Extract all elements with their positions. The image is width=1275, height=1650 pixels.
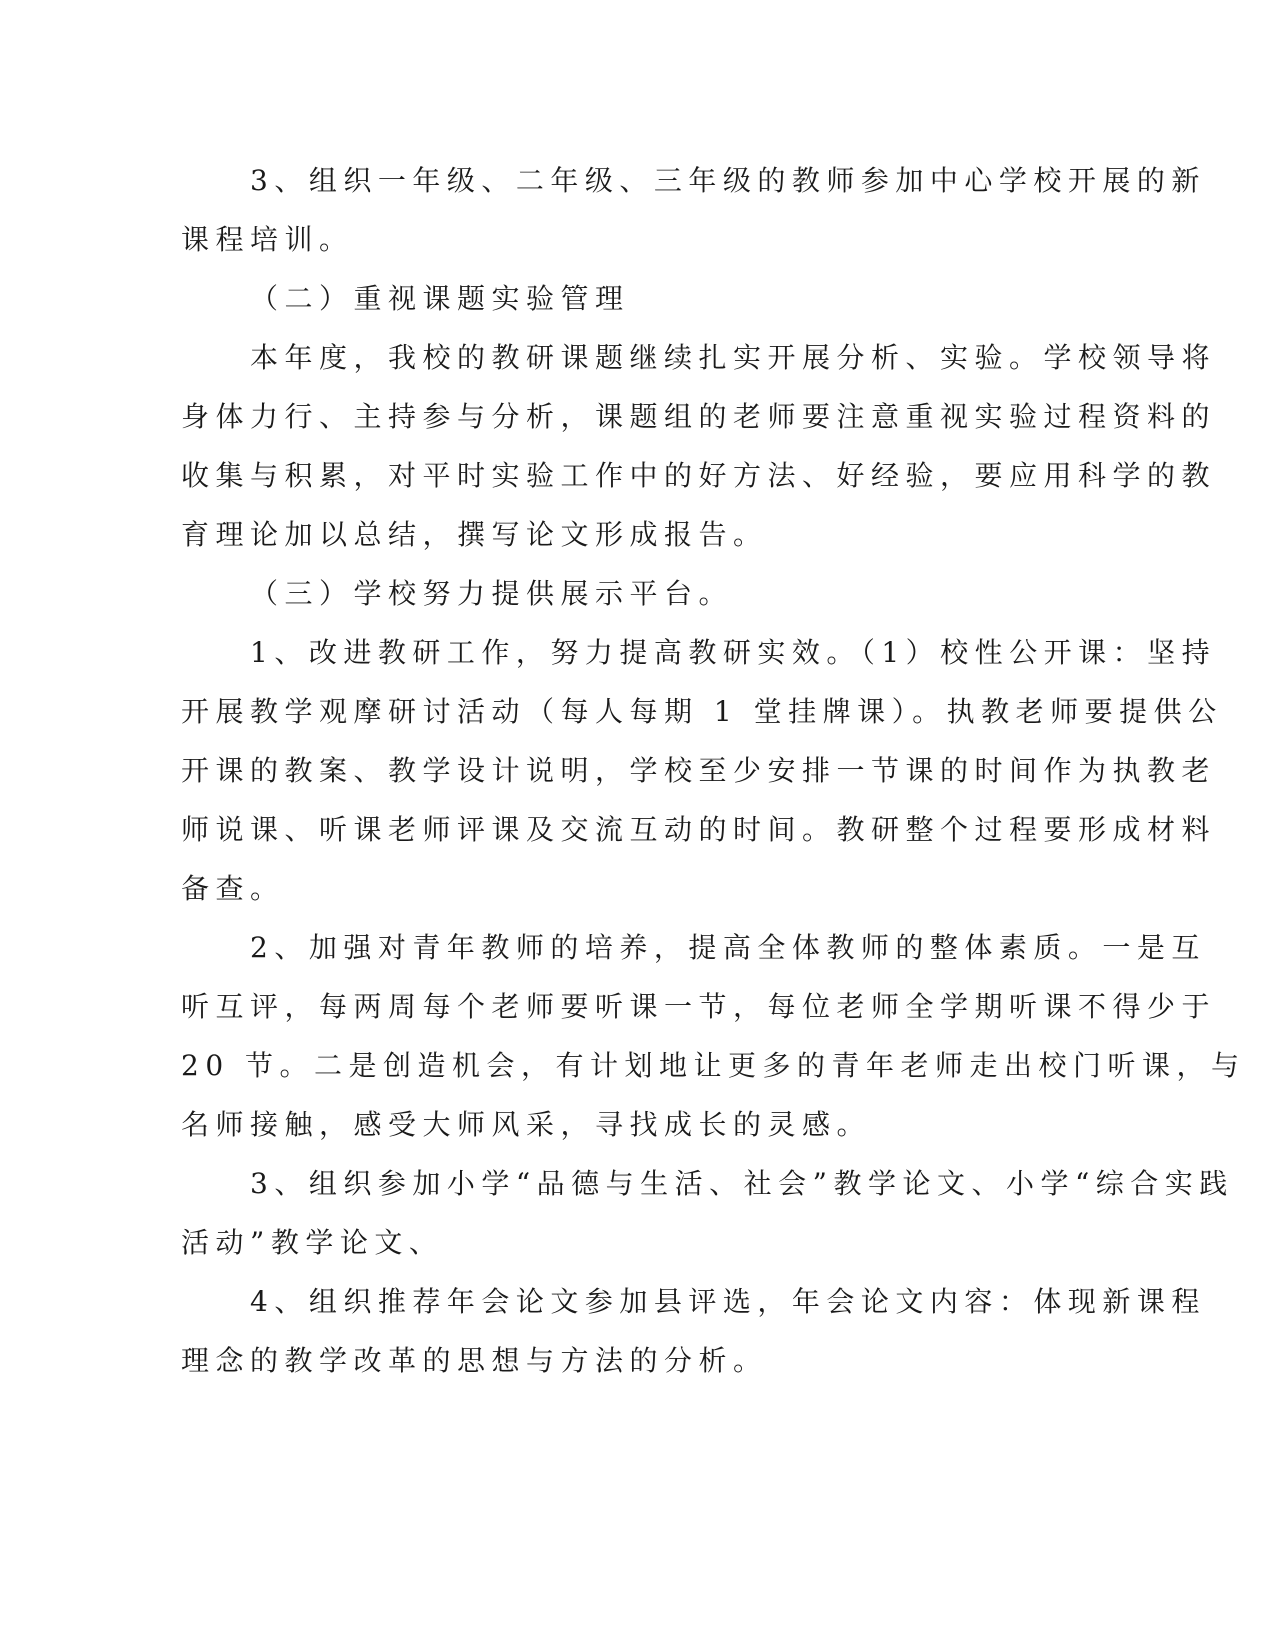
text-line: 2、加强对青年教师的培养，提高全体教师的整体素质。一是互 <box>250 931 1206 964</box>
text-line: 备查。 <box>181 872 285 905</box>
text-line: 开课的教案、教学设计说明，学校至少安排一节课的时间作为执教老 <box>181 754 1217 787</box>
text-line: 活动”教学论文、 <box>181 1226 444 1259</box>
text-line: 身体力行、主持参与分析，课题组的老师要注意重视实验过程资料的 <box>181 400 1217 433</box>
text-line: 开展教学观摩研讨活动（每人每期 1 堂挂牌课）。执教老师要提供公 <box>181 695 1223 728</box>
text-line: 20 节。二是创造机会，有计划地让更多的青年老师走出校门听课，与 <box>181 1049 1246 1082</box>
text-line: 名师接触，感受大师风采，寻找成长的灵感。 <box>181 1108 872 1141</box>
text-line: 3、组织一年级、二年级、三年级的教师参加中心学校开展的新 <box>250 164 1206 197</box>
section-heading: （二）重视课题实验管理 <box>250 282 630 315</box>
section-heading: （三）学校努力提供展示平台。 <box>250 577 734 610</box>
text-line: 课程培训。 <box>181 223 354 256</box>
text-line: 理念的教学改革的思想与方法的分析。 <box>181 1344 768 1377</box>
text-line: 1、改进教研工作，努力提高教研实效。（1）校性公开课：坚持 <box>250 636 1217 669</box>
text-line: 本年度，我校的教研课题继续扎实开展分析、实验。学校领导将 <box>250 341 1217 374</box>
text-line: 4、组织推荐年会论文参加县评选，年会论文内容：体现新课程 <box>250 1285 1206 1318</box>
text-line: 听互评，每两周每个老师要听课一节，每位老师全学期听课不得少于 <box>181 990 1217 1023</box>
text-line: 收集与积累，对平时实验工作中的好方法、好经验，要应用科学的教 <box>181 459 1217 492</box>
text-line: 3、组织参加小学“品德与生活、社会”教学论文、小学“综合实践 <box>250 1167 1234 1200</box>
text-line: 师说课、听课老师评课及交流互动的时间。教研整个过程要形成材料 <box>181 813 1217 846</box>
text-line: 育理论加以总结，撰写论文形成报告。 <box>181 518 768 551</box>
